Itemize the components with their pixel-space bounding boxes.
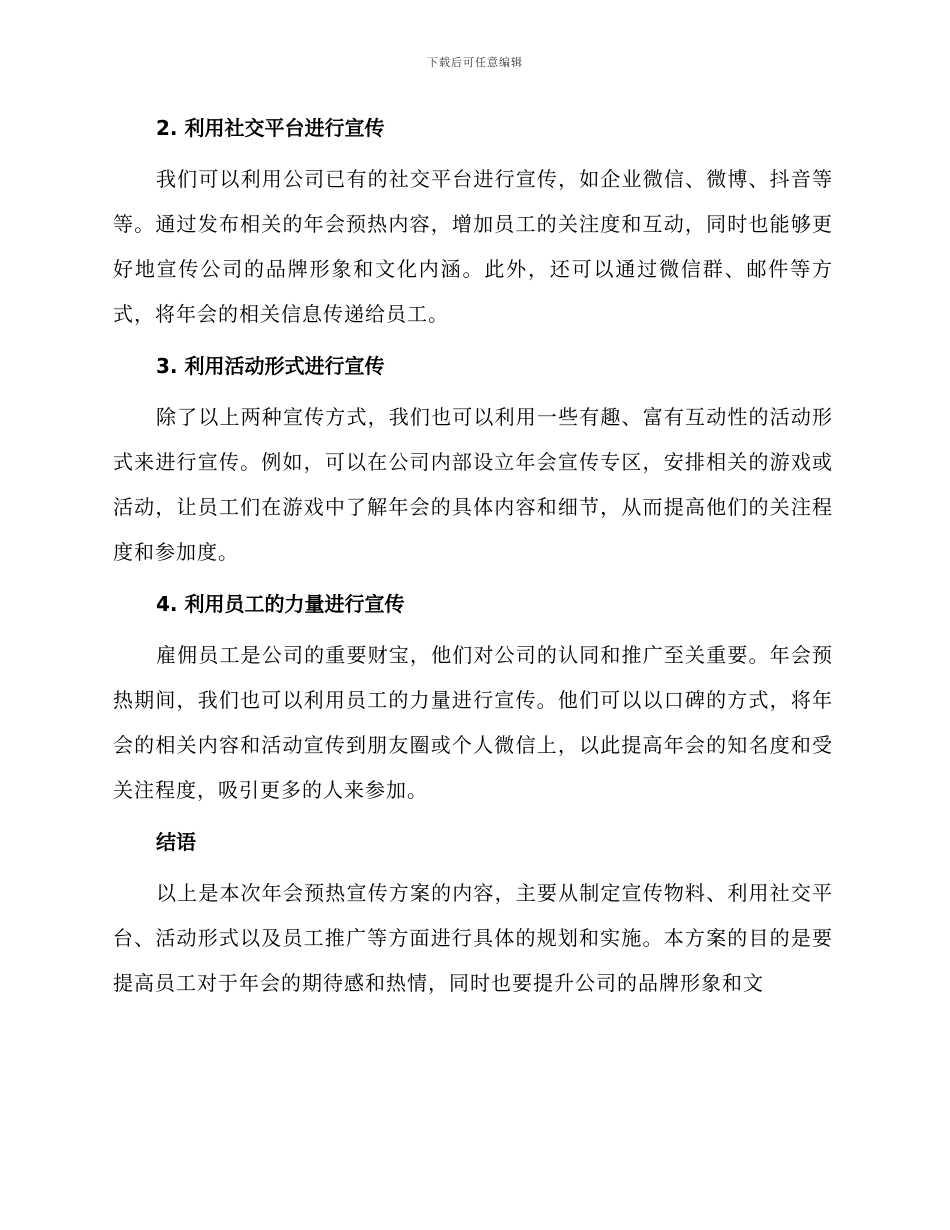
section-heading-activities: 3. 利用活动形式进行宣传 bbox=[156, 354, 385, 378]
section-heading-conclusion: 结语 bbox=[156, 830, 196, 854]
section-heading-employees: 4. 利用员工的力量进行宣传 bbox=[156, 592, 405, 616]
document-body bbox=[113, 108, 833, 1006]
section-paragraph-conclusion: 以上是本次年会预热宣传方案的内容，主要从制定宣传物料、利用社交平台、活动形式以及员工推广等方面进行具体的规划和实施。本方案的目的是要提高员工对于年会的期待感和热情，同时也要提升公司的品牌形象和文 bbox=[113, 881, 833, 995]
section-paragraph-social-platform: 我们可以利用公司已有的社交平台进行宣传，如企业微信、微博、抖音等等。通过发布相关的年会预热内容，增加员工的关注度和互动，同时也能够更好地宣传公司的品牌形象和文化内涵。此外，还可以通过微信群、邮件等方式，将年会的相关信息传递给员工。 bbox=[113, 167, 833, 326]
section-paragraph-activities: 除了以上两种宣传方式，我们也可以利用一些有趣、富有互动性的活动形式来进行宣传。例如，可以在公司内部设立年会宣传专区，安排相关的游戏或活动，让员工们在游戏中了解年会的具体内容和细节，从而提高他们的关注程度和参加度。 bbox=[113, 405, 833, 564]
section-paragraph-employees: 雇佣员工是公司的重要财宝，他们对公司的认同和推广至关重要。年会预热期间，我们也可以利用员工的力量进行宣传。他们可以以口碑的方式，将年会的相关内容和活动宣传到朋友圈或个人微信上，以此提高年会的知名度和受关注程度，吸引更多的人来参加。 bbox=[113, 643, 833, 802]
header-note: 下载后可任意编辑 bbox=[427, 56, 523, 69]
section-heading-social-platform: 2. 利用社交平台进行宣传 bbox=[156, 116, 385, 140]
